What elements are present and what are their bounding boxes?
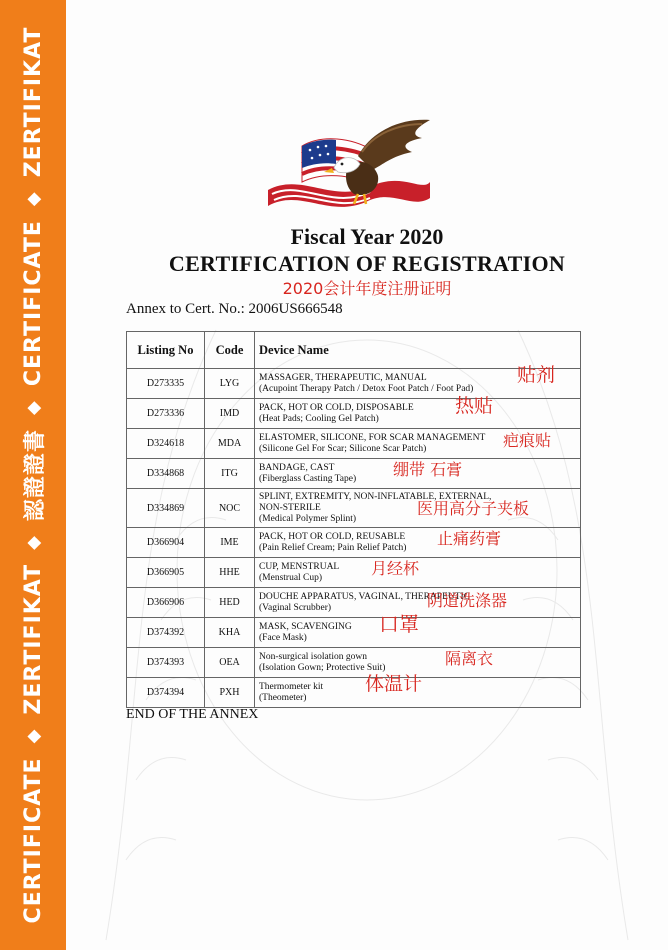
device-name-line: (Fiberglass Casting Tape) — [259, 473, 357, 484]
annex-number: 2006US666548 — [248, 301, 343, 317]
product-code: MDA — [205, 429, 255, 459]
device-name-line: PACK, HOT OR COLD, REUSABLE — [259, 531, 406, 542]
eagle-flag-logo — [262, 112, 434, 216]
table-row — [127, 459, 581, 489]
table-row — [127, 369, 581, 399]
certification-title: CERTIFICATION OF REGISTRATION — [168, 251, 566, 276]
fiscal-year-title: Fiscal Year 2020 — [290, 224, 444, 249]
diamond-icon: ◆ — [22, 400, 44, 415]
device-name-line: SPLINT, EXTREMITY, NON-INFLATABLE, EXTERNAL, — [259, 491, 492, 502]
diamond-icon: ◆ — [22, 191, 44, 207]
device-name — [255, 558, 581, 588]
diamond-icon: ◆ — [22, 535, 44, 550]
device-name-line: (Pain Relief Cream; Pain Relief Patch) — [259, 542, 407, 553]
table-row — [127, 588, 581, 618]
product-code: NOC — [205, 489, 255, 528]
side-banner-text — [0, 0, 66, 950]
table-row — [127, 648, 581, 678]
chinese-annotation: 疤痕贴 — [503, 431, 552, 450]
product-code: HHE — [205, 558, 255, 588]
banner-segment: ZERTIFIKAT — [20, 26, 46, 178]
table-row — [127, 399, 581, 429]
table-row — [127, 678, 581, 708]
device-name — [255, 673, 581, 708]
product-code: KHA — [205, 618, 255, 648]
device-name-line: MASK, SCAVENGING — [259, 621, 352, 632]
device-table — [126, 331, 581, 708]
device-name — [255, 429, 581, 459]
device-name — [255, 489, 581, 528]
device-name-line: (Menstrual Cup) — [259, 572, 323, 583]
chinese-annotation: 热贴 — [455, 395, 494, 417]
listing-no: D273336 — [127, 399, 205, 429]
product-code: IME — [205, 528, 255, 558]
listing-no: D273335 — [127, 369, 205, 399]
side-banner — [0, 0, 66, 950]
listing-no: D374394 — [127, 678, 205, 708]
chinese-title: 2020会计年度注册证明 — [282, 279, 452, 298]
chinese-annotation: 月经杯 — [371, 559, 420, 578]
product-code: IMD — [205, 399, 255, 429]
device-name-line: MASSAGER, THERAPEUTIC, MANUAL — [259, 372, 427, 383]
device-name-line: (Face Mask) — [259, 632, 307, 643]
device-name — [255, 528, 581, 558]
product-code: PXH — [205, 678, 255, 708]
banner-segment: CERTIFICATE — [20, 220, 46, 387]
chinese-annotation: 隔离衣 — [445, 649, 494, 668]
header-code: Code — [205, 332, 255, 369]
device-name-line: NON-STERILE — [259, 502, 321, 513]
table-row — [127, 429, 581, 459]
table-row — [127, 528, 581, 558]
listing-no: D374393 — [127, 648, 205, 678]
chinese-annotation: 体温计 — [365, 673, 423, 695]
annex-label: Annex to Cert. No.: — [126, 301, 245, 317]
device-name-line: (Isolation Gown; Protective Suit) — [259, 662, 386, 673]
product-code: LYG — [205, 369, 255, 399]
device-name-line: Non-surgical isolation gown — [259, 651, 368, 662]
product-code: OEA — [205, 648, 255, 678]
listing-no: D334868 — [127, 459, 205, 489]
table-header-row — [127, 332, 581, 369]
device-name-line: (Acupoint Therapy Patch / Detox Foot Patch / Foot Pad) — [259, 383, 474, 394]
chinese-annotation: 阴道洗涤器 — [427, 591, 508, 610]
device-name-line: BANDAGE, CAST — [259, 462, 335, 473]
device-name-line: (Theometer) — [259, 692, 307, 703]
banner-segment: CERTIFICATE — [20, 757, 46, 924]
table-row — [127, 489, 581, 528]
device-name-line: CUP, MENSTRUAL — [259, 561, 340, 572]
listing-no: D374392 — [127, 618, 205, 648]
annex-reference — [126, 301, 343, 318]
diamond-icon: ◆ — [22, 728, 44, 744]
chinese-annotation: 止痛药膏 — [437, 529, 502, 548]
product-code: ITG — [205, 459, 255, 489]
device-name-line: Thermometer kit — [259, 681, 324, 692]
device-name — [255, 459, 581, 489]
end-of-annex: END OF THE ANNEX — [126, 707, 259, 722]
listing-no: D366906 — [127, 588, 205, 618]
chinese-annotation: 贴剂 — [517, 364, 556, 386]
device-name-line: (Heat Pads; Cooling Gel Patch) — [259, 413, 379, 424]
table-row — [127, 558, 581, 588]
chinese-annotation: 医用高分子夹板 — [417, 499, 530, 518]
device-name-line: (Medical Polymer Splint) — [259, 513, 357, 524]
device-name — [255, 364, 581, 399]
product-code: HED — [205, 588, 255, 618]
banner-segment: ZERTIFIKAT — [20, 563, 46, 715]
device-name — [255, 395, 581, 429]
device-name-line: (Vaginal Scrubber) — [259, 602, 332, 613]
header-listing-no: Listing No — [127, 332, 205, 369]
listing-no: D366904 — [127, 528, 205, 558]
chinese-annotation: 绷带 石膏 — [393, 460, 463, 479]
device-name — [255, 612, 581, 648]
banner-segment: 認證證書 — [22, 429, 48, 522]
device-name-line: (Silicone Gel For Scar; Silicone Scar Patch) — [259, 443, 427, 454]
listing-no: D366905 — [127, 558, 205, 588]
device-name-line: ELASTOMER, SILICONE, FOR SCAR MANAGEMENT — [259, 432, 486, 443]
listing-no: D334869 — [127, 489, 205, 528]
device-name-line: DOUCHE APPARATUS, VAGINAL, THERAPEUTIC — [259, 591, 471, 602]
table-row — [127, 618, 581, 648]
device-name-line: PACK, HOT OR COLD, DISPOSABLE — [259, 402, 414, 413]
listing-no: D324618 — [127, 429, 205, 459]
chinese-annotation: 口罩 — [379, 612, 419, 636]
header-device-name: Device Name — [255, 332, 581, 369]
